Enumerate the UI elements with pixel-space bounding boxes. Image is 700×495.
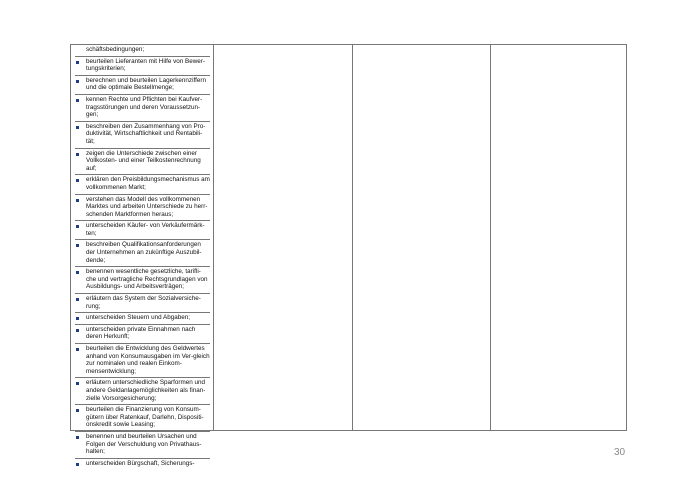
column-divider xyxy=(490,45,491,430)
list-item xyxy=(75,312,210,324)
bullet-icon xyxy=(76,298,79,301)
bullet-icon xyxy=(76,179,79,182)
page-number: 30 xyxy=(614,447,626,458)
bullet-icon xyxy=(76,244,79,247)
list-item-text: unterscheiden Bürgschaft, Sicherungs- xyxy=(86,459,195,467)
list-item xyxy=(75,174,210,193)
list-item-text: erklären den Preisbildungsmechanismus am vollkommenen Markt; xyxy=(86,176,210,191)
list-item-text: erläutern unterschiedliche Sparformen und andere Geldanlagemöglichkeiten als finan-zielle Vorsorgesicherung; xyxy=(86,379,206,402)
list-item-text: benennen und beurteilen Ursachen und Folgen der Verschuldung von Privathaus-halten; xyxy=(86,432,202,456)
list-item xyxy=(75,293,210,312)
list-item-text: kennen Rechte und Pflichten bei Kaufver-tragsstörungen und deren Voraussetzun-gen; xyxy=(86,95,203,119)
list-item xyxy=(75,377,210,404)
list-item xyxy=(75,56,210,75)
bullet-icon xyxy=(76,61,79,64)
list-item-text: verstehen das Modell des vollkommenen Marktes und arbeiten Unterschiede zu herr-schenden Marktformen heraus; xyxy=(86,195,208,218)
list-item xyxy=(75,121,210,148)
list-item xyxy=(75,220,210,239)
bullet-icon xyxy=(76,126,79,129)
bullet-icon xyxy=(76,99,79,102)
list-item xyxy=(75,431,210,458)
list-item-text: erläutern das System der Sozialversiche-rung; xyxy=(86,295,201,310)
continued-text: schäftsbedingungen; xyxy=(86,46,145,53)
bullet-icon xyxy=(76,199,79,202)
bullet-icon xyxy=(76,329,79,332)
list-item-text: beschreiben den Zusammenhang von Pro-duktivität, Wirtschaftlichkeit und Rentabili-tät; xyxy=(86,122,206,145)
list-item-text: zeigen die Unterschiede zwischen einer Vollkosten- und einer Teilkostenrechnung auf; xyxy=(86,149,201,172)
list-item xyxy=(75,266,210,293)
list-item xyxy=(75,404,210,431)
list-item xyxy=(75,239,210,266)
list-item-text: beurteilen die Entwicklung des Geldwertes anhand von Konsumausgaben im Ver-gleich zur nominalen und realen Einkom-mensentwicklung; xyxy=(86,345,210,375)
list-item xyxy=(75,458,210,470)
competency-column xyxy=(71,45,213,469)
competency-list xyxy=(75,56,210,470)
bullet-icon xyxy=(76,80,79,83)
bullet-icon xyxy=(76,153,79,156)
bullet-icon xyxy=(76,271,79,274)
column-divider xyxy=(213,45,214,430)
list-item xyxy=(75,148,210,175)
bullet-icon xyxy=(76,317,79,320)
bullet-icon xyxy=(76,463,79,466)
list-item-text: beschreiben Qualifikationsanforderungen der Unternehmen an zukünftige Auszubil-dende; xyxy=(86,241,202,264)
bullet-icon xyxy=(76,382,79,385)
bullet-icon xyxy=(76,348,79,351)
list-item-text: berechnen und beurteilen Lagerkennziffern und die optimale Bestellmenge; xyxy=(86,76,206,92)
bullet-icon xyxy=(76,225,79,228)
list-item xyxy=(75,194,210,221)
list-item-text: beurteilen die Finanzierung von Konsum-gütern über Ratenkauf, Darlehn, Dispositi-onskredit sowie Leasing; xyxy=(86,406,204,429)
bullet-icon xyxy=(76,409,79,412)
list-item xyxy=(75,75,210,94)
list-item-text: beurteilen Lieferanten mit Hilfe von Bewer-tungskriterien; xyxy=(86,57,206,73)
list-item xyxy=(75,324,210,343)
list-item-text: unterscheiden Steuern und Abgaben; xyxy=(86,314,190,322)
list-item xyxy=(75,94,210,121)
list-item xyxy=(75,343,210,377)
list-item-text: unterscheiden private Einnahmen nach deren Herkunft; xyxy=(86,325,196,341)
column-divider xyxy=(352,45,353,430)
list-item-text: unterscheiden Käufer- von Verkäufermärk-ten; xyxy=(86,222,205,237)
list-item-text: benennen wesentliche gesetzliche, tarifli-che und vertragliche Rechtsgrundlagen von Ausbildungs- und Arbeitsverträgen; xyxy=(86,268,208,291)
bullet-icon xyxy=(76,436,79,439)
